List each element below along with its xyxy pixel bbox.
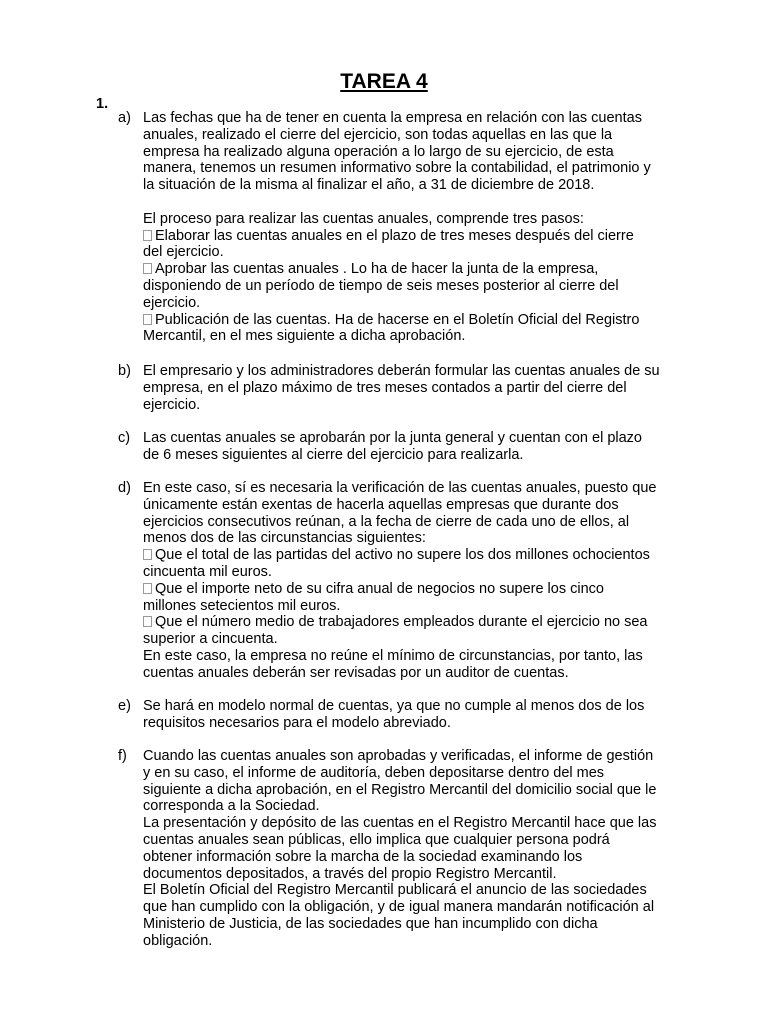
bullet-icon xyxy=(143,263,152,274)
text-line: cincuenta mil euros. xyxy=(143,563,272,580)
text-line: ejercicio. xyxy=(143,396,201,413)
answer-body xyxy=(143,363,708,413)
text-line: empresa ha realizado alguna operación a lo largo de su ejercicio, de esta xyxy=(143,143,614,160)
answer-letter: d) xyxy=(118,480,131,496)
text-line: ejercicio. xyxy=(143,294,201,311)
answer-body xyxy=(143,430,708,464)
text-line: requisitos necesarios para el modelo abreviado. xyxy=(143,714,451,731)
text-line: Mercantil, en el mes siguiente a dicha aprobación. xyxy=(143,328,466,345)
bullet-icon xyxy=(143,616,152,627)
text-line: Que el total de las partidas del activo no supere los dos millones ochocientos xyxy=(143,547,708,564)
text-line: del ejercicio. xyxy=(143,244,224,261)
text-line: ejercicios consecutivos reúnan, a la fecha de cierre de cada uno de ellos, al xyxy=(143,513,630,530)
text-line: la situación de la misma al finalizar el año, a 31 de diciembre de 2018. xyxy=(143,177,595,194)
text-line: Cuando las cuentas anuales son aprobadas y verificadas, el informe de gestión xyxy=(143,748,654,764)
answer-letter: e) xyxy=(118,698,131,714)
text-line: millones setecientos mil euros. xyxy=(143,597,341,614)
text-line: corresponda a la Sociedad. xyxy=(143,798,320,815)
text-line: que han cumplido con la obligación, y de igual manera mandarán notificación al xyxy=(143,899,655,916)
answer-body xyxy=(143,480,708,682)
text-line: El empresario y los administradores deberán formular las cuentas anuales de su xyxy=(143,363,660,379)
text-line: Elaborar las cuentas anuales en el plazo de tres meses después del cierre xyxy=(143,228,708,245)
text-line: Aprobar las cuentas anuales . Lo ha de hacer la junta de la empresa, xyxy=(143,261,708,278)
section-number: 1. xyxy=(96,96,109,112)
text-line: disponiendo de un período de tiempo de seis meses posterior al cierre del xyxy=(143,277,619,294)
text-line: Ministerio de Justicia, de las sociedades que han incumplido con dicha xyxy=(143,915,598,932)
text-line: La presentación y depósito de las cuentas en el Registro Mercantil hace que las xyxy=(143,815,657,832)
answer-body xyxy=(143,110,708,345)
bullet-icon xyxy=(143,583,152,594)
text-line: Las fechas que ha de tener en cuenta la empresa en relación con las cuentas xyxy=(143,110,642,126)
document-title: TAREA 4 xyxy=(340,70,428,93)
text-line: En este caso, la empresa no reúne el mínimo de circunstancias, por tanto, las xyxy=(143,647,643,664)
text-line: Publicación de las cuentas. Ha de hacerse en el Boletín Oficial del Registro xyxy=(143,312,708,329)
text-line: superior a cincuenta. xyxy=(143,631,278,648)
answer-letter: b) xyxy=(118,363,131,379)
answer-letter: a) xyxy=(118,110,131,126)
answer-body xyxy=(143,698,708,732)
bullet-icon xyxy=(143,230,152,241)
bullet-icon xyxy=(143,549,152,560)
text-line: empresa, en el plazo máximo de tres meses contados a partir del cierre del xyxy=(143,379,627,396)
text-line: y en su caso, el informe de auditoría, deben depositarse dentro del mes xyxy=(143,764,605,781)
text-line: obtener información sobre la marcha de la sociedad examinando los xyxy=(143,848,583,865)
text-line: de 6 meses siguientes al cierre del ejercicio para realizarla. xyxy=(143,446,524,463)
text-line: obligación. xyxy=(143,932,213,949)
answer-letter: f) xyxy=(118,748,127,764)
text-line: Las cuentas anuales se aprobarán por la junta general y cuentan con el plazo xyxy=(143,430,642,446)
text-line: siguiente a dicha aprobación, en el Registro Mercantil del domicilio social que le xyxy=(143,781,657,798)
blank-line xyxy=(143,194,708,211)
text-line: El proceso para realizar las cuentas anuales, comprende tres pasos: xyxy=(143,210,584,227)
bullet-icon xyxy=(143,314,152,325)
text-line: únicamente están exentas de hacerla aquellas empresas que durante dos xyxy=(143,496,619,513)
text-line: cuentas anuales sean públicas, ello implica que cualquier persona podrá xyxy=(143,831,610,848)
text-line: Que el importe neto de su cifra anual de negocios no supere los cinco xyxy=(143,581,708,598)
text-line: anuales, realizado el cierre del ejercicio, son todas aquellas en las que la xyxy=(143,126,613,143)
text-line: cuentas anuales deberán ser revisadas por un auditor de cuentas. xyxy=(143,664,569,681)
answer-letter: c) xyxy=(118,430,131,446)
text-line: El Boletín Oficial del Registro Mercantil publicará el anuncio de las sociedades xyxy=(143,882,647,899)
text-line: En este caso, sí es necesaria la verificación de las cuentas anuales, puesto que xyxy=(143,480,657,496)
text-line: manera, tenemos un resumen informativo sobre la contabilidad, el patrimonio y xyxy=(143,160,651,177)
text-line: documentos depositados, a través del propio Registro Mercantil. xyxy=(143,865,557,882)
answer-body xyxy=(143,748,708,950)
text-line: menos dos de las circunstancias siguientes: xyxy=(143,530,426,547)
text-line: Que el número medio de trabajadores empleados durante el ejercicio no sea xyxy=(143,614,708,631)
text-line: Se hará en modelo normal de cuentas, ya que no cumple al menos dos de los xyxy=(143,698,645,714)
